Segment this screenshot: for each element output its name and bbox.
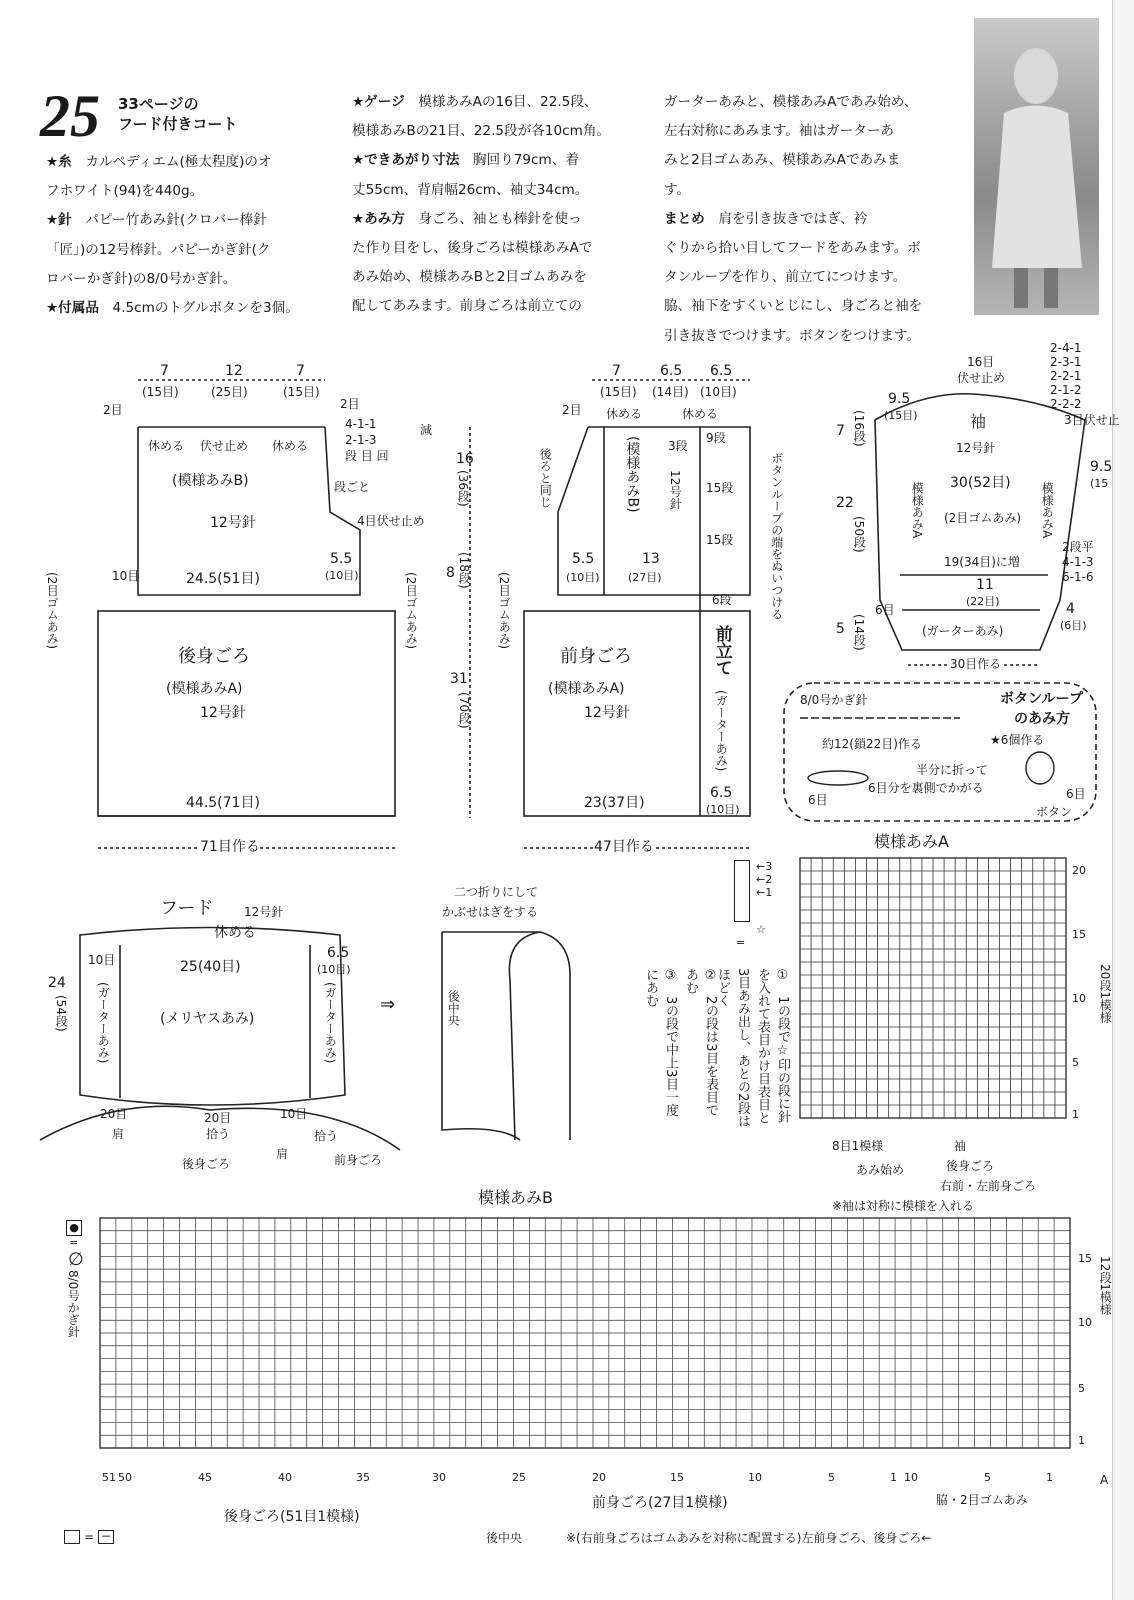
hood-back-body: 後身ごろ xyxy=(182,1157,231,1171)
hood-stockinette: (メリヤスあみ) xyxy=(160,1011,255,1027)
chart-b-col-tick: 1 xyxy=(890,1471,897,1484)
sleeve-increase: 19(34目)に増 xyxy=(944,555,1020,569)
sleeve-bind-top-2: 伏せ止め xyxy=(957,371,1006,385)
knit-legend-eq: = xyxy=(84,1530,95,1544)
hood-twenty-b: 20目 xyxy=(204,1111,232,1125)
materials-column xyxy=(46,148,336,323)
sleeve-inc-1: 2段平 xyxy=(1062,540,1094,554)
gauge-column xyxy=(352,88,652,322)
loop-six-b: 6目 xyxy=(1066,787,1086,801)
chart-b-legend-eq: = xyxy=(69,1236,79,1249)
back-bindoff: 伏せ止め xyxy=(200,439,249,453)
chart-b-title: 模様あみB xyxy=(478,1188,553,1207)
sleeve-dec-list xyxy=(1050,341,1082,411)
back-bottom-width: 44.5(71目) xyxy=(186,795,260,811)
col2-line: ★できあがり寸法 胸回り79cm、着 xyxy=(352,152,579,169)
sleeve-body-height: 22 xyxy=(836,495,854,511)
finishing-column xyxy=(664,88,946,351)
front-loop-note: ボタンループの端をぬいつける xyxy=(769,452,784,620)
front-top-width-2: 6.5 xyxy=(660,363,683,379)
col2-line: た作り目をし、後身ごろは模様あみAで xyxy=(352,240,593,257)
chart-b-col-tick: 50 xyxy=(118,1471,132,1484)
back-top-width-1: 7 xyxy=(160,363,169,379)
chart-b-row-15: 15 xyxy=(1078,1252,1092,1265)
front-bodice-outline xyxy=(558,427,750,595)
col3-line: 引き抜きでつけます。ボタンをつけます。 xyxy=(664,327,921,344)
sleeve-mid-width: 30(52目) xyxy=(950,475,1011,491)
front-placket-st: (10目) xyxy=(706,803,740,816)
front-body-name: 前身ごろ xyxy=(560,646,632,667)
back-needle-top: 12号針 xyxy=(210,515,256,531)
note-3: ③ 3の段で中上3目一度にあむ xyxy=(643,968,678,1117)
front-pattern-b: (模様あみB) xyxy=(624,436,641,513)
chart-a-row-15: 15 xyxy=(1072,928,1086,941)
back-dec-3: 段 目 回 xyxy=(345,449,389,463)
chart-b-side-note: 12段1模様 xyxy=(1098,1256,1113,1315)
front-rest-2: 休める xyxy=(682,407,719,421)
front-mid-st: (27目) xyxy=(628,571,662,584)
back-dec-word: 減 xyxy=(420,423,433,437)
back-body-name: 後身ごろ xyxy=(178,646,250,667)
back-mid-width: 24.5(51目) xyxy=(186,571,260,587)
hood-arrow: ⇒ xyxy=(380,994,396,1015)
front-needle-bottom: 12号針 xyxy=(584,705,630,721)
chart-a-grid xyxy=(800,858,1066,1118)
front-three-rows: 3段 xyxy=(668,439,688,453)
back-side-width: 5.5 xyxy=(330,551,353,567)
back-two-stitch-right: 2目 xyxy=(340,397,360,411)
chart-a-start: あみ始め xyxy=(856,1163,905,1177)
hood-fold-1: 二つ折りにして xyxy=(454,885,539,899)
hood-height: 24 xyxy=(48,975,66,991)
sleeve-inc-3: 6-1-6 xyxy=(1062,570,1094,584)
legend-crochet-icon: ∅ xyxy=(68,1249,84,1270)
sleeve-dec-1: 2-4-1 xyxy=(1050,341,1082,355)
hood-center-back: 後中央 xyxy=(446,990,461,1026)
sleeve-four: 4 xyxy=(1066,601,1075,617)
chart-a-back: 後身ごろ xyxy=(946,1159,995,1173)
col1-line: 「匠」)の12号棒針。パピーかぎ針(ク xyxy=(46,241,271,258)
sleeve-cap-width: 9.5 xyxy=(888,391,911,407)
loop-join: 6目分を裏側でかがる xyxy=(868,781,984,795)
sleeve-needle: 12号針 xyxy=(956,441,996,455)
back-dec-1: 4-1-1 xyxy=(345,417,377,431)
chart-a-sleeve: 袖 xyxy=(954,1139,967,1153)
back-needle-bottom: 12号針 xyxy=(200,705,246,721)
front-top-st-3: (10目) xyxy=(700,385,737,399)
back-rest-left: 休める xyxy=(148,439,185,453)
sleeve-cast-on: 30目作る xyxy=(950,657,1002,671)
sleeve-dec-5: 2-2-2 xyxy=(1050,397,1082,411)
chart-b-row-10: 10 xyxy=(1078,1316,1092,1329)
sleeve-cap-st: (15目) xyxy=(884,409,918,422)
back-top-st-2: (25目) xyxy=(211,385,248,399)
back-top-st-3: (15目) xyxy=(283,385,320,399)
chart-b-row-1: 1 xyxy=(1078,1434,1085,1447)
hood-ten-b: 10目 xyxy=(280,1107,308,1121)
chart-b-row-5: 5 xyxy=(1078,1382,1085,1395)
knit-legend xyxy=(64,1530,114,1544)
chart-b-col-tick: 20 xyxy=(592,1471,606,1484)
col2-line: 模様あみBの21目、22.5段が各10cm角。 xyxy=(352,123,611,140)
back-ten-st: 10目 xyxy=(112,569,140,583)
col2-line: 丈55cm、背肩幅26cm、袖丈34cm。 xyxy=(352,181,589,198)
purl-square-icon: − xyxy=(98,1530,114,1544)
legend-row-2: ←2 xyxy=(756,873,773,886)
sleeve-cuff-height: 5 xyxy=(836,621,845,637)
front-rows-15a: 15段 xyxy=(706,481,734,495)
hood-garter-right: (ガーターあみ) xyxy=(323,982,338,1064)
chart-b-col-ticks xyxy=(0,1472,1134,1488)
col3-line: ガーターあみと、模様あみAであみ始め、 xyxy=(664,94,918,110)
pattern-number: 25 xyxy=(40,83,100,149)
hood-pick: 拾う xyxy=(206,1127,231,1141)
sleeve-four-st: (6目) xyxy=(1060,619,1087,632)
sleeve-bind-top: 16目 xyxy=(967,355,995,369)
front-placket-width: 6.5 xyxy=(710,785,733,801)
chart-b-col-tick: 10 xyxy=(904,1471,918,1484)
hood-side-right: 6.5 xyxy=(327,945,350,961)
back-height-2: 8 xyxy=(446,565,455,581)
front-rib: (2目ゴムあみ) xyxy=(497,572,512,649)
back-pattern-b: (模様あみB) xyxy=(172,473,249,489)
back-every-row: 段ごと xyxy=(334,480,371,494)
chart-a-fronts: 右前・左前身ごろ xyxy=(940,1179,1037,1193)
title-line-2: フード付きコート xyxy=(118,115,238,134)
col1-line: ロバーかぎ針)の8/0号かぎ針。 xyxy=(46,270,237,287)
back-rib-left: (2目ゴムあみ) xyxy=(45,572,60,649)
back-cast-on: 71目作る xyxy=(200,839,260,855)
hood-side-right-st: (10目) xyxy=(317,963,351,976)
title-line-1: 33ページの xyxy=(118,95,199,113)
chart-b-col-tick: 1 xyxy=(1046,1471,1053,1484)
chart-b-col-tick: 30 xyxy=(432,1471,446,1484)
legend-star: ☆ xyxy=(756,923,766,936)
chart-a-row-5: 5 xyxy=(1072,1056,1079,1069)
back-two-stitch: 2目 xyxy=(103,403,123,417)
hood-fold-2: かぶせはぎをする xyxy=(442,905,539,919)
sleeve-cap-rows: (16段) xyxy=(852,410,867,447)
col1-line: フホワイト(94)を440g。 xyxy=(46,183,204,200)
col3-line: みと2目ゴムあみ、模様あみAであみま xyxy=(664,152,901,169)
hood-height-rows: (54段) xyxy=(54,995,69,1032)
sleeve-cuff-rows: (14段) xyxy=(852,614,867,651)
chart-b-back-repeat: 後身ごろ(51目1模様) xyxy=(224,1509,360,1525)
front-top-width-1: 7 xyxy=(612,363,621,379)
front-rows-6: 6段 xyxy=(712,593,732,607)
back-body-rect xyxy=(98,611,395,816)
chart-a-row-1: 1 xyxy=(1072,1108,1079,1121)
back-height-1: 16 xyxy=(456,451,474,467)
front-same-as-back: 後ろと同じ xyxy=(538,448,553,508)
hood-front-body: 前身ごろ xyxy=(334,1153,383,1167)
loop-make-6: ★6個作る xyxy=(990,733,1045,747)
front-two-stitch: 2目 xyxy=(562,403,582,417)
model-photo xyxy=(974,18,1099,315)
chart-b-front-repeat: 前身ごろ(27目1模様) xyxy=(592,1495,728,1511)
hood-shoulder-1: 肩 xyxy=(112,1127,125,1141)
loop-half: 半分に折って xyxy=(916,763,989,777)
chart-b-legend xyxy=(66,1220,84,1340)
chart-a-side-note: 20段1模様 xyxy=(1098,964,1113,1023)
legend-eq: = xyxy=(736,936,746,949)
col1-line: ★針 パピー竹あみ針(クロバー棒針 xyxy=(46,212,267,229)
back-height-1-rows: (36段) xyxy=(456,470,471,507)
loop-title-1: ボタンループ xyxy=(1000,691,1083,707)
sleeve-rib: (2目ゴムあみ) xyxy=(944,511,1021,525)
sleeve-cap-height: 7 xyxy=(836,423,845,439)
sleeve-name: 袖 xyxy=(970,412,987,431)
sleeve-bind-3: 3目伏せ止 xyxy=(1064,413,1120,427)
chart-b-col-tick: 5 xyxy=(828,1471,835,1484)
hood-ten-left: 10目 xyxy=(88,953,116,967)
front-side-st: (10目) xyxy=(566,571,600,584)
sleeve-six-st: 6目 xyxy=(875,603,895,617)
sleeve-cuff-width: 11 xyxy=(976,577,994,593)
page-edge xyxy=(1112,0,1134,1600)
chart-a-note: ※袖は対称に模様を入れる xyxy=(832,1199,975,1213)
chart-b-col-tick: 45 xyxy=(198,1471,212,1484)
hood-needle: 12号針 xyxy=(244,905,284,919)
col1-line: ★糸 カルペディエム(極太程度)のオ xyxy=(46,154,272,170)
sleeve-pattern-a-left: 模様あみA xyxy=(910,482,925,539)
chart-b-col-tick: 5 xyxy=(984,1471,991,1484)
hood-pick-2: 拾う xyxy=(314,1129,339,1143)
note-2: ② 2の段は3目を表目であむ xyxy=(683,968,718,1117)
chart-b-col-tick: 51 xyxy=(102,1471,116,1484)
back-top-width-2: 12 xyxy=(225,363,243,379)
front-needle: 12号針 xyxy=(668,470,683,510)
back-height-3-rows: (70段) xyxy=(457,692,472,729)
sleeve-inc-list xyxy=(1062,540,1094,585)
front-top-st-1: (15目) xyxy=(600,385,637,399)
back-armhole: 4目伏せ止め xyxy=(357,514,425,528)
col2-line: あみ始め、模様あみBと2目ゴムあみを xyxy=(352,269,587,286)
back-top-width-3: 7 xyxy=(296,363,305,379)
front-rows-9: 9段 xyxy=(706,431,726,445)
hood-twenty-a: 20目 xyxy=(100,1107,128,1121)
chart-b-col-tick: 35 xyxy=(356,1471,370,1484)
back-rib-right: (2目ゴムあみ) xyxy=(404,572,419,649)
chart-b-col-tick: 40 xyxy=(278,1471,292,1484)
hood-width: 25(40目) xyxy=(180,959,241,975)
back-height-2-rows: (18段) xyxy=(457,552,472,589)
chart-b-col-tick: 10 xyxy=(748,1471,762,1484)
back-dec-2: 2-1-3 xyxy=(345,433,377,447)
sleeve-pattern-a-right: 模様あみA xyxy=(1040,482,1055,539)
sleeve-dec-4: 2-1-2 xyxy=(1050,383,1082,397)
col1-line: ★付属品 4.5cmのトグルボタンを3個。 xyxy=(46,300,299,317)
col3-line: まとめ 肩を引き抜きではぎ、衿 xyxy=(664,210,868,227)
hood-shoulder-2: 肩 xyxy=(276,1147,289,1161)
sleeve-dec-2: 2-3-1 xyxy=(1050,355,1082,369)
chart-b-grid xyxy=(100,1218,1070,1448)
back-rest-right: 休める xyxy=(272,439,309,453)
back-height-3: 31 xyxy=(450,671,468,687)
model-silhouette xyxy=(974,18,1099,315)
chart-b-side-rib: 脇・2目ゴムあみ xyxy=(936,1493,1028,1507)
legend-symbol-box xyxy=(734,860,772,936)
chart-b-col-tick: 25 xyxy=(512,1471,526,1484)
sleeve-right-st: (15 xyxy=(1090,477,1109,490)
col3-line: 脇、袖下をすくいとじにし、身ごろと袖を xyxy=(664,298,923,315)
chart-b-col-tick: 15 xyxy=(670,1471,684,1484)
col2-line: 配してあみます。前身ごろは前立ての xyxy=(352,298,583,315)
front-bottom-width: 23(37目) xyxy=(584,795,645,811)
hood-title: フード xyxy=(160,898,214,919)
loop-button: ボタン xyxy=(1036,805,1073,819)
legend-dot-icon: ● xyxy=(66,1220,82,1236)
col3-line: タンループを作り、前立てにつけます。 xyxy=(664,269,907,286)
front-pattern-a: (模様あみA) xyxy=(548,681,625,697)
folded-hood xyxy=(442,932,570,1140)
front-placket: 前立て xyxy=(711,625,732,676)
chart-b-center-back: 後中央 xyxy=(486,1531,523,1545)
chart-b-side-a: A xyxy=(1100,1473,1109,1487)
col3-line: ぐりから拾い目してフードをあみます。ボ xyxy=(664,240,921,257)
front-side-width: 5.5 xyxy=(572,551,595,567)
front-mid-width: 13 xyxy=(642,551,660,567)
col3-line: 左右対称にあみます。袖はガーターあ xyxy=(664,123,895,140)
sleeve-right-width: 9.5 xyxy=(1090,459,1113,475)
front-top-st-2: (14目) xyxy=(652,385,689,399)
legend-row-1: ←1 xyxy=(756,886,773,899)
chart-a-row-20: 20 xyxy=(1072,864,1086,877)
col3-line: す。 xyxy=(664,181,691,198)
sleeve-inc-2: 4-1-3 xyxy=(1062,555,1094,569)
stitch-symbol-legend xyxy=(734,860,772,949)
sleeve-cuff-st: (22目) xyxy=(966,595,1000,608)
loop-title-2: のあみ方 xyxy=(1014,711,1070,727)
back-top-st-1: (15目) xyxy=(142,385,179,399)
hood-rest: 休める xyxy=(214,925,256,941)
hood-garter-left: (ガーターあみ) xyxy=(96,982,111,1064)
loop-hook: 8/0号かぎ針 xyxy=(800,693,868,707)
loop-six-a: 6目 xyxy=(808,793,828,807)
col2-line: ★ゲージ 模様あみAの16目、22.5段、 xyxy=(352,94,598,110)
chart-b-legend-hook: 8/0号かぎ針 xyxy=(66,1270,81,1338)
sleeve-dec-3: 2-2-1 xyxy=(1050,369,1082,383)
sleeve-body-rows: (50段) xyxy=(852,516,867,553)
pattern-title xyxy=(118,94,238,135)
chart-a-title: 模様あみA xyxy=(874,832,949,851)
front-garter: (ガーターあみ) xyxy=(714,690,729,772)
chart-a-row-10: 10 xyxy=(1072,992,1086,1005)
front-cast-on: 47目作る xyxy=(594,839,654,855)
front-rest-1: 休める xyxy=(606,407,643,421)
front-top-width-3: 6.5 xyxy=(710,363,733,379)
back-side-st: (10目) xyxy=(325,569,359,582)
chart-b-note: ※(右前身ごろはゴムあみを対称に配置する)左前身ごろ、後身ごろ← xyxy=(566,1531,932,1545)
legend-row-3: ←3 xyxy=(756,860,773,873)
note-1: ① 1の段で☆印の段に針を入れて表目かけ目表目と3目あみ出し、あとの2段はほどく xyxy=(715,968,790,1128)
col2-line: ★あみ方 身ごろ、袖とも棒針を使っ xyxy=(352,210,582,227)
back-pattern-a: (模様あみA) xyxy=(166,681,243,697)
sleeve-garter: (ガーターあみ) xyxy=(922,624,1004,638)
front-rows-15b: 15段 xyxy=(706,533,734,547)
empty-square-icon xyxy=(64,1530,80,1544)
chart-a-repeat: 8目1模様 xyxy=(832,1139,884,1153)
loop-chain: 約12(鎖22目)作る xyxy=(822,737,922,751)
